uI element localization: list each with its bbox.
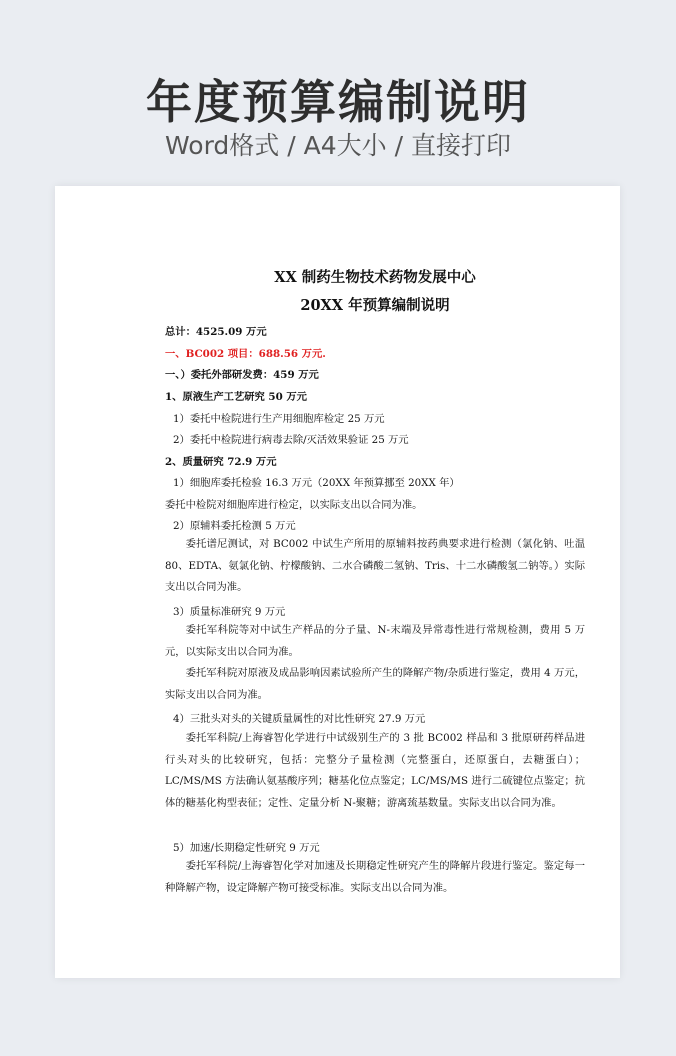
item2-5-desc: 委托军科院/上海睿智化学对加速及长期稳定性研究产生的降解片段进行鉴定。鉴定每一种降解产物，设定降解产物可接受标准。实际支出以合同为准。 (165, 860, 585, 894)
item2-1-desc: 委托中检院对细胞库进行检定，以实际支出以合同为准。 (165, 499, 423, 511)
org-title: XX 制药生物技术药物发展中心 (274, 269, 476, 286)
sub1-heading: 1、原液生产工艺研究 50 万元 (165, 391, 307, 403)
item1-2: 2）委托中检院进行病毒去除/灭活效果验证 25 万元 (173, 434, 409, 446)
total-line: 总计：4525.09 万元 (165, 326, 267, 338)
sub2-heading: 2、质量研究 72.9 万元 (165, 456, 277, 468)
banner-subtitle: Word格式 / A4大小 / 直接打印 (165, 131, 511, 160)
item1-1: 1）委托中检院进行生产用细胞库检定 25 万元 (173, 413, 385, 425)
item2-3-desc1: 委托军科院等对中试生产样品的分子量、N-末端及异常毒性进行常规检测，费用 5 万元，以实际支出以合同为准。 (165, 624, 585, 658)
item2-4-desc: 委托军科院/上海睿智化学进行中试级别生产的 3 批 BC002 样品和 3 批原研药样品进行头对头的比较研究，包括：完整分子量检测（完整蛋白，还原蛋白，去糖蛋白）；LC/MS/MS 方法确认氨基酸序列；糖基化位点鉴定；LC/MS/MS 进行二硫键位点鉴定；抗体的糖基化构型表征；定性、定量分析 N-聚糖；游离巯基数量。实际支出以合同为准。 (165, 732, 585, 809)
project-line: 一、BC002 项目：688.56 万元. (165, 348, 326, 360)
document-page (55, 186, 620, 978)
item2-5: 5）加速/长期稳定性研究 9 万元 (173, 842, 320, 854)
doc-title: 20XX 年预算编制说明 (300, 297, 450, 314)
item2-4: 4）三批头对头的关键质量属性的对比性研究 27.9 万元 (173, 713, 426, 725)
item2-3-desc2: 委托军科院对原液及成品影响因素试验所产生的降解产物/杂质进行鉴定，费用 4 万元，实际支出以合同为准。 (165, 667, 585, 701)
banner-title: 年度预算编制说明 (146, 75, 530, 129)
item2-2-desc: 委托谱尼测试，对 BC002 中试生产所用的原辅料按药典要求进行检测（氯化钠、吐温 80、EDTA、氨氯化钠、柠檬酸钠、二水合磷酸二氢钠、Tris、十二水磷酸氢二钠等。）实际支出以合同为准。 (165, 538, 585, 593)
item2-2: 2）原辅料委托检测 5 万元 (173, 520, 296, 532)
section1-heading: 一、）委托外部研发费：459 万元 (165, 369, 319, 381)
item2-1: 1）细胞库委托检验 16.3 万元（20XX 年预算挪至 20XX 年） (173, 477, 460, 489)
item2-3: 3）质量标准研究 9 万元 (173, 606, 286, 618)
